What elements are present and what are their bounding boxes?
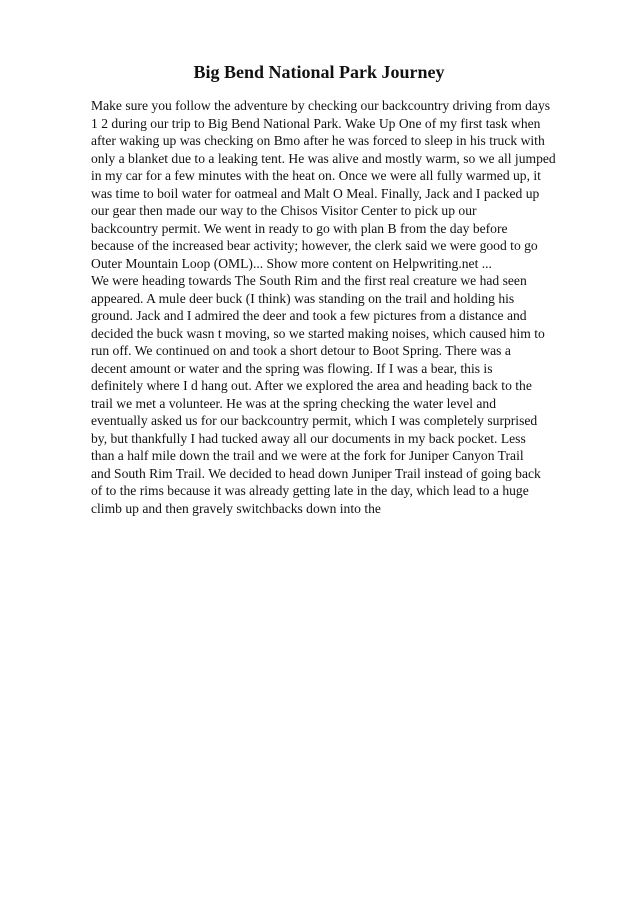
text-line: climb up and then gravely switchbacks down into the bbox=[91, 500, 381, 516]
text-line: our gear then made our way to the Chisos Visitor Center to pick up our bbox=[91, 203, 477, 218]
text-line: Make sure you follow the adventure by checking our backcountry driving from days bbox=[91, 98, 551, 113]
text-line: only a blanket due to a leaking tent. He was alive and mostly warm, so we all jumped bbox=[91, 150, 556, 166]
text-line: eventually asked us for our backcountry permit, which I was completely surprised bbox=[91, 413, 538, 428]
text-line: after waking up was checking on Bmo after he was forced to sleep in his truck with bbox=[91, 133, 545, 148]
text-line: in my car for a few minutes with the heat on. Once we were all fully warmed up, it bbox=[91, 168, 541, 183]
text-line: ground. Jack and I admired the deer and took a few pictures from a distance and bbox=[91, 308, 527, 323]
text-line: decent amount or water and the spring was flowing. If I was a bear, this is bbox=[91, 360, 493, 376]
text-line: decided the buck wasn t moving, so we started making noises, which caused him to bbox=[91, 325, 545, 341]
text-line: run off. We continued on and took a short detour to Boot Spring. There was a bbox=[91, 343, 511, 358]
text-line: Outer Mountain Loop (OML)... Show more content on Helpwriting.net ... bbox=[91, 255, 492, 271]
text-line: backcountry permit. We went in ready to go with plan B from the day before bbox=[91, 220, 508, 236]
document-body bbox=[91, 97, 601, 517]
text-line: of to the rims because it was already getting late in the day, which lead to a huge bbox=[91, 483, 529, 498]
text-line: and South Rim Trail. We decided to head down Juniper Trail instead of going back bbox=[91, 465, 541, 481]
text-line: trail we met a volunteer. He was at the spring checking the water level and bbox=[91, 395, 497, 411]
text-line: We were heading towards The South Rim and the first real creature we had seen bbox=[91, 273, 527, 288]
text-line: was time to boil water for oatmeal and Malt O Meal. Finally, Jack and I packed up bbox=[91, 185, 540, 201]
text-line: because of the increased bear activity; however, the clerk said we were good to go bbox=[91, 238, 538, 253]
document-title: Big Bend National Park Journey bbox=[193, 62, 445, 82]
text-line: by, but thankfully I had tucked away all our documents in my back pocket. Less bbox=[91, 430, 526, 446]
text-line: definitely where I d hang out. After we explored the area and heading back to the bbox=[91, 378, 532, 393]
text-line: than a half mile down the trail and we were at the fork for Juniper Canyon Trail bbox=[91, 448, 524, 463]
text-line: 1 2 during our trip to Big Bend National Park. Wake Up One of my first task when bbox=[91, 115, 541, 131]
text-line: appeared. A mule deer buck (I think) was standing on the trail and holding his bbox=[91, 290, 515, 306]
